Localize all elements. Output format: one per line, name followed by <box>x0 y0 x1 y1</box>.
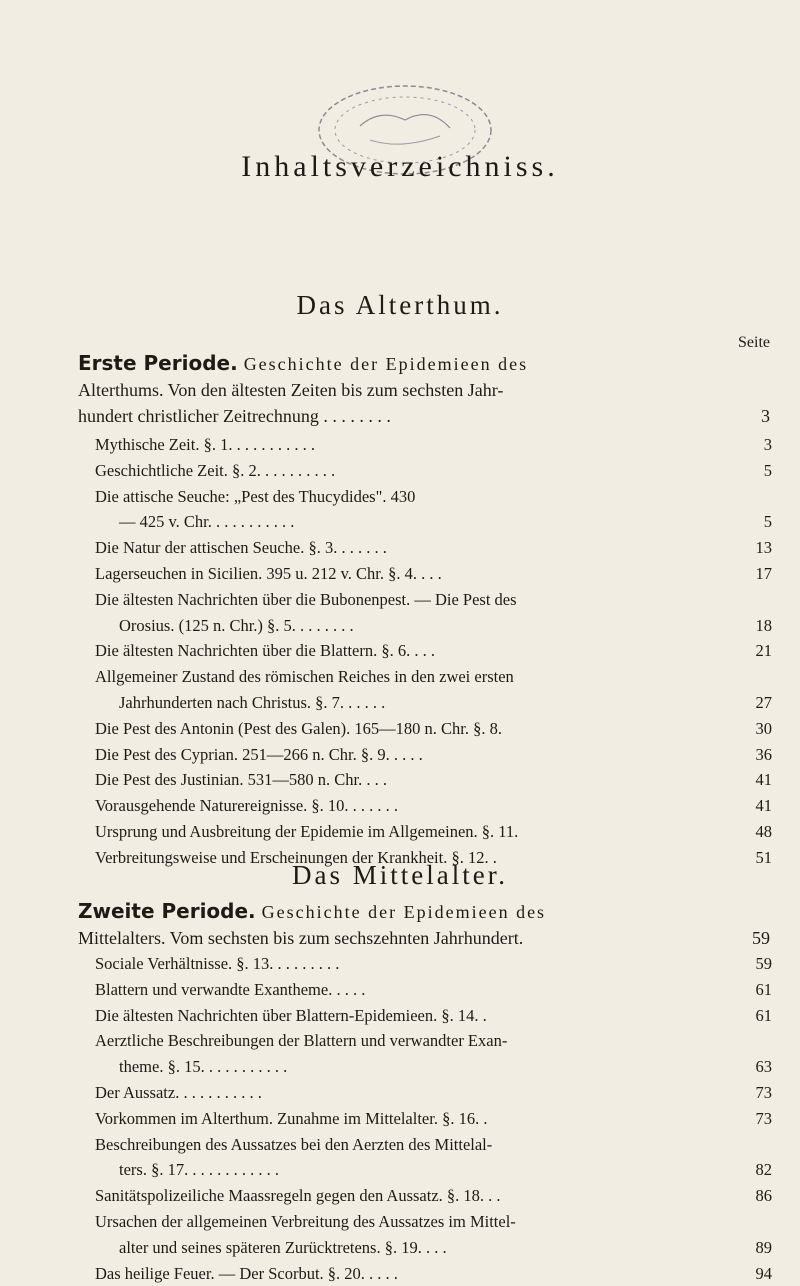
page-number: 13 <box>755 538 772 558</box>
period-heading-line: Geschichte der Epidemieen des <box>261 902 547 922</box>
page-column-header: Seite <box>738 334 770 351</box>
toc-entry <box>0 977 800 1003</box>
toc-entry-text: Jahrhunderten nach Christus. §. 7. . . . . . <box>119 692 386 712</box>
toc-entry-text: Die ältesten Nachrichten über die Bubonenpest. — Die Pest des <box>95 589 517 609</box>
page-number: 59 <box>755 954 772 973</box>
section-title-alterthum: Das Alterthum. <box>296 290 504 320</box>
page-number: 61 <box>755 979 772 999</box>
toc-entry-text: Geschichtliche Zeit. §. 2. . . . . . . . . . <box>95 460 336 480</box>
toc-entries-alterthum <box>0 432 800 871</box>
page-number: 94 <box>755 1263 772 1283</box>
toc-entry-text: Die ältesten Nachrichten über die Blattern. §. 6. . . . <box>95 641 435 661</box>
toc-entry-text: Sanitätspolizeiliche Maassregeln gegen den Aussatz. §. 18. . . <box>95 1186 501 1206</box>
period-heading-1 <box>78 350 770 429</box>
toc-entry <box>0 561 800 587</box>
toc-entry-text: Die Pest des Antonin (Pest des Galen). 165—180 n. Chr. §. 8. <box>95 718 502 738</box>
period-heading-line: Alterthums. Von den ältesten Zeiten bis zum sechsten Jahr- <box>78 380 504 400</box>
page-number: 3 <box>763 435 772 454</box>
toc-entry <box>0 716 800 742</box>
toc-entry <box>0 951 800 977</box>
toc-entry <box>0 1209 800 1261</box>
toc-entry <box>0 1183 800 1209</box>
period-heading-line: Mittelalters. Vom sechsten bis zum sechszehnten Jahrhundert. <box>78 928 524 948</box>
toc-entry-text: Die attische Seuche: „Pest des Thucydides". 430 <box>95 486 416 506</box>
period-heading-line: Geschichte der Epidemieen des <box>243 354 529 374</box>
page-number: 17 <box>755 563 772 583</box>
toc-entry-text: Orosius. (125 n. Chr.) §. 5. . . . . . . . <box>119 615 354 635</box>
page-number: 5 <box>763 512 772 532</box>
toc-entry-text: ters. §. 17. . . . . . . . . . . . <box>119 1160 279 1180</box>
section-title-mittelalter: Das Mittelalter. <box>292 860 508 890</box>
toc-entry <box>0 1080 800 1106</box>
toc-entry-text: Die Pest des Justinian. 531—580 n. Chr. . . . <box>95 770 387 790</box>
toc-entry-text: Lagerseuchen in Sicilien. 395 u. 212 v. Chr. §. 4. . . . <box>95 563 442 583</box>
page-number: 86 <box>755 1186 772 1206</box>
toc-entry <box>0 587 800 639</box>
toc-entry-text: Ursachen der allgemeinen Verbreitung des Aussatzes im Mittel- <box>95 1211 516 1231</box>
page-number: 89 <box>755 1237 772 1257</box>
page-number: 36 <box>755 744 772 764</box>
toc-entry <box>0 819 800 845</box>
toc-entry <box>0 458 800 484</box>
toc-entry-text: Verbreitungsweise und Erscheinungen der Krankheit. §. 12. . <box>95 847 497 867</box>
page-number: 51 <box>755 847 772 867</box>
toc-entry <box>0 767 800 793</box>
toc-entry <box>0 793 800 819</box>
page-number: 30 <box>755 718 772 738</box>
page-number: 63 <box>755 1057 772 1077</box>
toc-entry <box>0 432 800 458</box>
toc-entry-text: Sociale Verhältnisse. §. 13. . . . . . . . . <box>95 954 340 973</box>
toc-entry-text: Das heilige Feuer. — Der Scorbut. §. 20. . . . . <box>95 1263 398 1283</box>
page-number: 41 <box>755 796 772 816</box>
toc-entry-text: Die ältesten Nachrichten über Blattern-Epidemieen. §. 14. . <box>95 1005 487 1025</box>
toc-entry-text: Vorausgehende Naturereignisse. §. 10. . . . . . . <box>95 796 399 816</box>
toc-entry-text: Blattern und verwandte Exantheme. . . . . <box>95 979 366 999</box>
toc-entry-text: Vorkommen im Alterthum. Zunahme im Mittelalter. §. 16. . <box>95 1108 488 1128</box>
toc-entry-text: Mythische Zeit. §. 1. . . . . . . . . . . <box>95 435 315 454</box>
toc-entry <box>0 742 800 768</box>
toc-entry-text: theme. §. 15. . . . . . . . . . . <box>119 1057 288 1077</box>
period-label: Zweite Periode. <box>78 899 256 923</box>
period-heading-2 <box>78 898 770 951</box>
toc-entry <box>0 1003 800 1029</box>
toc-entry-text: Allgemeiner Zustand des römischen Reiches in den zwei ersten <box>95 667 514 687</box>
page-number: 41 <box>755 770 772 790</box>
page-number: 48 <box>755 821 772 841</box>
toc-entry-text: Aerztliche Beschreibungen der Blattern und verwandter Exan- <box>95 1031 508 1051</box>
toc-entry-text: Beschreibungen des Aussatzes bei den Aerzten des Mittelal- <box>95 1134 493 1154</box>
toc-entry <box>0 484 800 536</box>
toc-entry-text: alter und seines späteren Zurücktretens. §. 19. . . . <box>119 1237 447 1257</box>
toc-entry <box>0 1261 800 1286</box>
toc-entry <box>0 664 800 716</box>
page-number: 73 <box>755 1082 772 1102</box>
toc-entry-text: — 425 v. Chr. . . . . . . . . . . <box>119 512 295 532</box>
period-heading-line: hundert christlicher Zeitrechnung . . . . . . . . <box>78 406 391 426</box>
toc-entry <box>0 1106 800 1132</box>
page-number: 18 <box>755 615 772 635</box>
toc-entry <box>0 1132 800 1184</box>
page-number: 73 <box>755 1108 772 1128</box>
page-number: 5 <box>763 460 772 480</box>
toc-entry-text: Der Aussatz. . . . . . . . . . . <box>95 1082 262 1102</box>
page-number: 59 <box>752 928 770 948</box>
page-number: 21 <box>755 641 772 661</box>
period-label: Erste Periode. <box>78 351 238 375</box>
toc-entry-text: Ursprung und Ausbreitung der Epidemie im Allgemeinen. §. 11. <box>95 821 519 841</box>
toc-title: Inhaltsverzeichniss. <box>241 150 559 183</box>
page-number: 27 <box>755 692 772 712</box>
toc-entries-mittelalter <box>0 951 800 1286</box>
page-number: 61 <box>755 1005 772 1025</box>
page-number: 3 <box>761 406 770 426</box>
toc-entry <box>0 1028 800 1080</box>
page-number: 82 <box>755 1160 772 1180</box>
toc-entry <box>0 638 800 664</box>
toc-entry-text: Die Pest des Cyprian. 251—266 n. Chr. §. 9. . . . . <box>95 744 423 764</box>
toc-entry <box>0 535 800 561</box>
toc-entry-text: Die Natur der attischen Seuche. §. 3. . . . . . . <box>95 538 387 558</box>
